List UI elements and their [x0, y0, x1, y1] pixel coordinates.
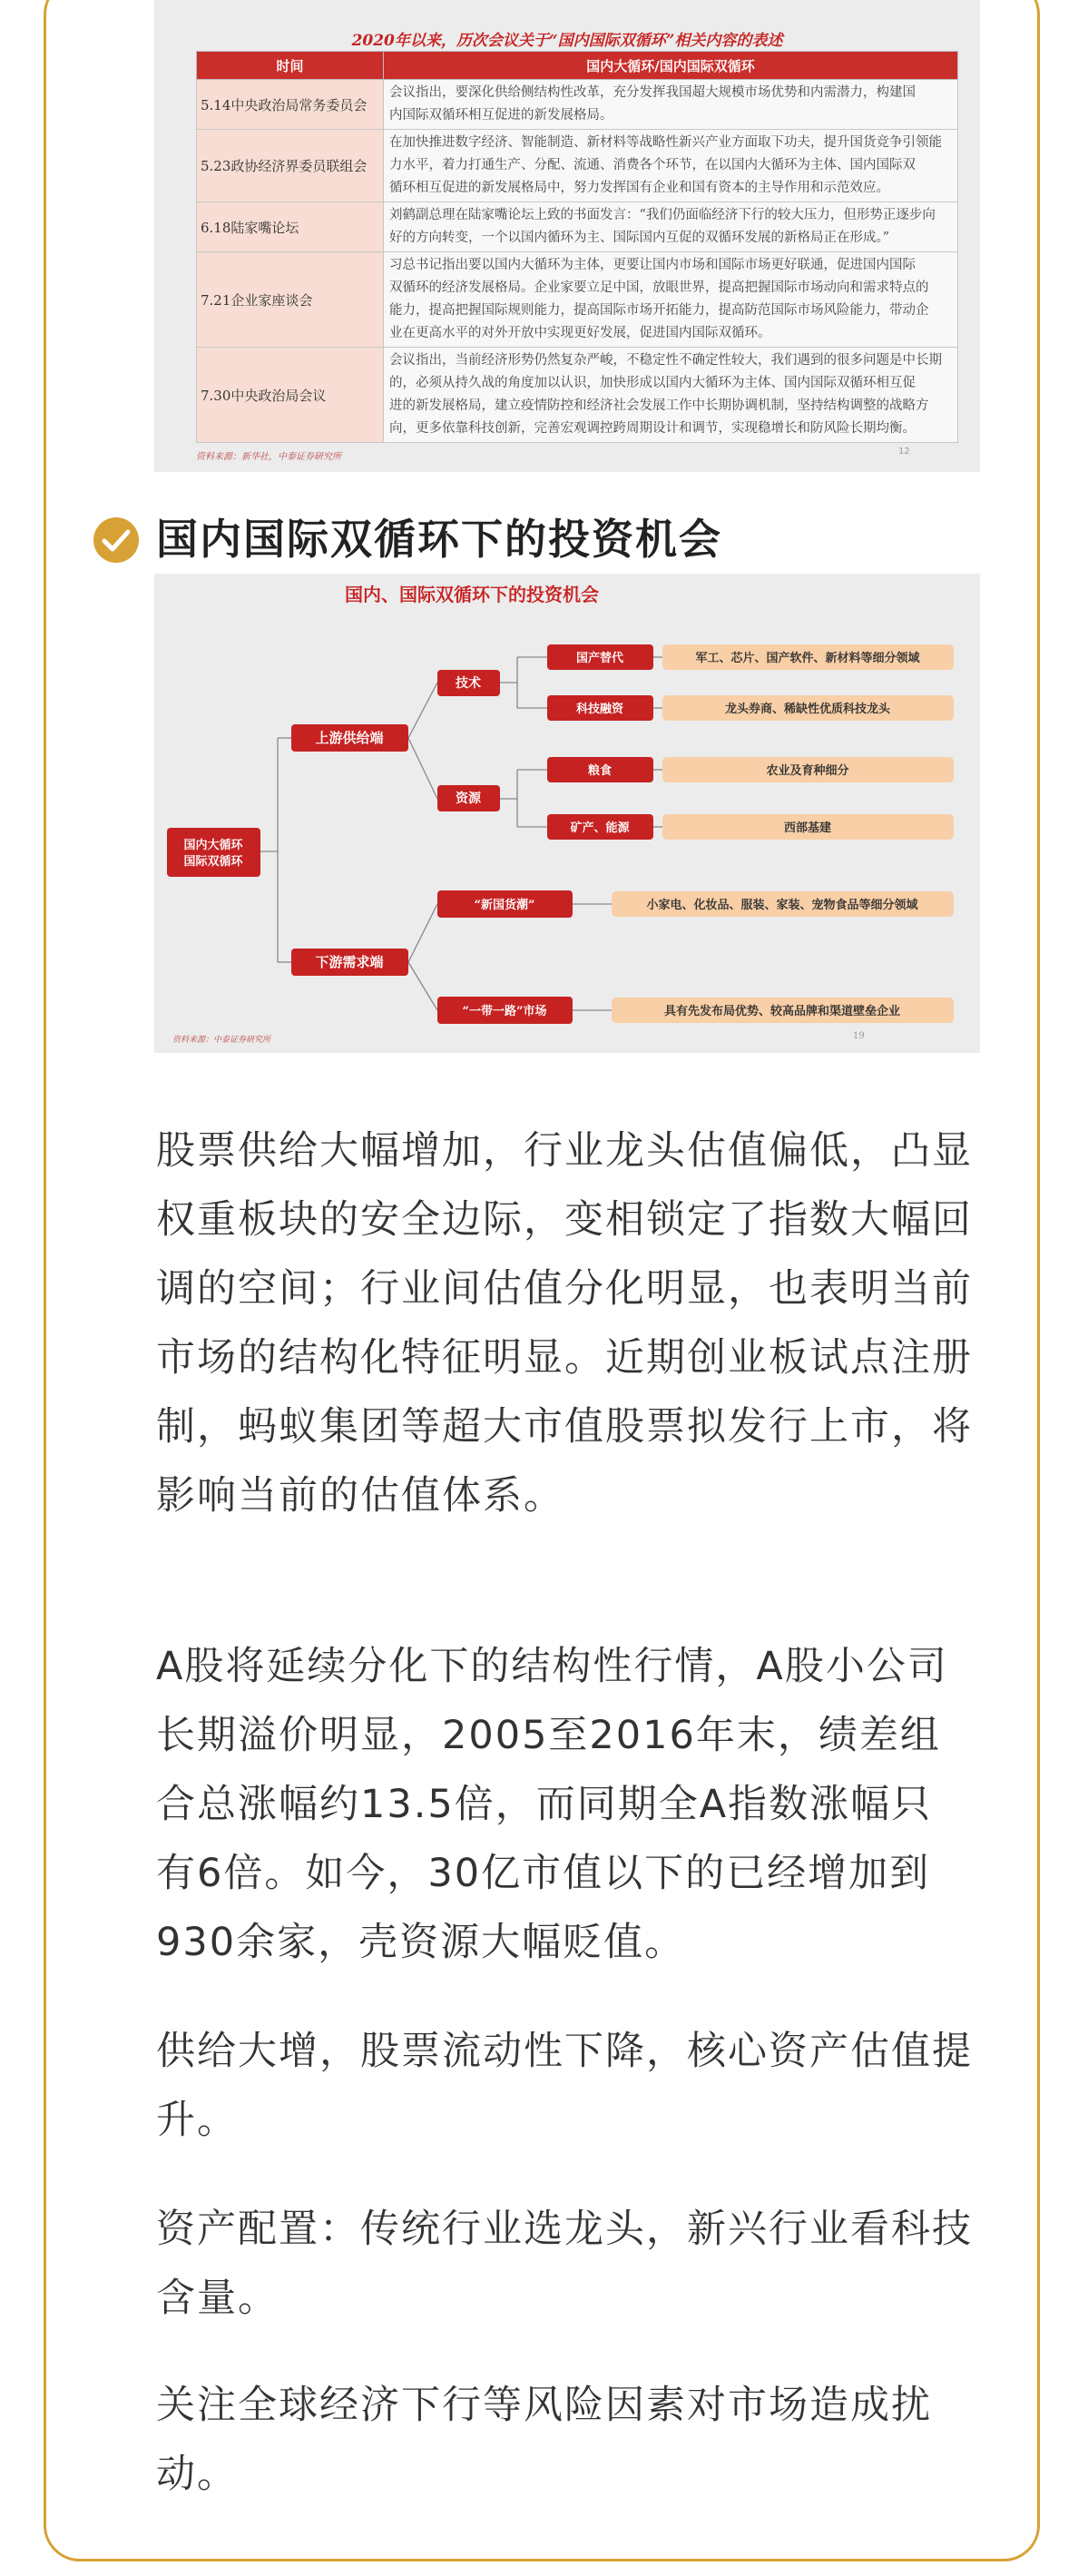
tree-leaf: 小家电、化妆品、服装、家装、宠物食品等细分领域 — [646, 899, 918, 912]
tree-leaf: 农业及育种细分 — [766, 764, 849, 778]
paragraph: 资产配置：传统行业选龙头，新兴行业看科技含量。 — [156, 2207, 973, 2321]
tree-leaf: 具有先发布局优势、较高品牌和渠道壁垒企业 — [663, 1005, 901, 1018]
tree-leaf: 西部基建 — [783, 821, 832, 835]
tree-leaf: 龙头券商、稀缺性优质科技龙头 — [724, 703, 891, 716]
checkmark-circle-icon — [91, 515, 142, 565]
tree-source: 资料来源：中泰证券研究所 — [172, 1036, 271, 1045]
row-time: 5.14中央政治局常务委员会 — [197, 80, 384, 130]
col-header-content: 国内大循环/国内国际双循环 — [384, 52, 958, 80]
tree-root: 国内大循环国际双循环 — [183, 839, 243, 869]
policy-table — [196, 51, 958, 443]
tree-leaf: 军工、芯片、国产软件、新材料等细分领域 — [695, 652, 920, 665]
row-content: 刘鹤副总理在陆家嘴论坛上致的书面发言：“我们仍面临经济下行的较大压力，但形势正逐步向 好的方向转变，一个以国内循环为主、国际国内互促的双循环发展的新格局正在形成。” — [384, 202, 958, 252]
row-content: 习总书记指出要以国内大循环为主体，更要让国内市场和国际市场更好联通，促进国内国际 双循环的经济发展格局。企业家要立足中国，放眼世界，提高把握国际市场动向和需求特点的 能力，提高把握国际规则能力，提高国际市场开拓能力，提高防范国际市场风险能力，带动企 业在更高水平的对外开放中实现更好发展，促进国内国际双循环。 — [384, 252, 958, 348]
paragraph: A股将延续分化下的结构性行情，A股小公司长期溢价明显，2005至2016年末，绩差组合总涨幅约13.5倍，而同期全A指数涨幅只有6倍。如今，30亿市值以下的已经增加到930余家，壳资源大幅贬值。 — [156, 1644, 948, 1965]
section-heading: 国内国际双循环下的投资机会 — [156, 515, 722, 564]
tree-node-mining-energy: 矿产、能源 — [570, 821, 630, 835]
table-row — [197, 80, 958, 130]
row-time: 6.18陆家嘴论坛 — [197, 202, 384, 252]
col-header-time: 时间 — [197, 52, 384, 80]
row-time: 7.30中央政治局会议 — [197, 348, 384, 443]
tree-node-new-national-goods: “新国货潮” — [474, 899, 535, 912]
tree-node-downstream: 下游需求端 — [315, 954, 384, 970]
tree-node-tech-financing: 科技融资 — [575, 703, 624, 716]
table-row — [197, 130, 958, 202]
tree-title: 国内、国际双循环下的投资机会 — [345, 584, 599, 605]
row-content: 会议指出，要深化供给侧结构性改革，充分发挥我国超大规模市场优势和内需潜力，构建国 内国际双循环相互促进的新发展格局。 — [384, 80, 958, 130]
policy-table-image — [154, 0, 980, 472]
investment-tree-image — [154, 574, 980, 1053]
table-caption: 2020年以来，历次会议关于“国内国际双循环”相关内容的表述 — [351, 32, 783, 50]
table-source: 资料来源：新华社，中泰证券研究所 — [196, 452, 341, 462]
table-page-number: 12 — [898, 447, 910, 457]
row-content: 在加快推进数字经济、智能制造、新材料等战略性新兴产业方面取下功夫，提升国货竞争引领能 力水平，着力打通生产、分配、流通、消费各个环节，在以国内大循环为主体、国内国际双 循环相互促进的新发展格局中，努力发挥国有企业和国有资本的主导作用和示范效应。 — [384, 130, 958, 202]
table-row — [197, 202, 958, 252]
table-row — [197, 348, 958, 443]
tree-node-belt-road: “一带一路”市场 — [462, 1005, 547, 1018]
paragraph: 股票供给大幅增加，行业龙头估值偏低，凸显权重板块的安全边际，变相锁定了指数大幅回调的空间；行业间估值分化明显，也表明当前市场的结构化特征明显。近期创业板试点注册制，蚂蚁集团等超大市值股票拟发行上市，将影响当前的估值体系。 — [156, 1128, 973, 1519]
tree-node-import-substitution: 国产替代 — [575, 652, 624, 665]
tree-node-tech: 技术 — [456, 676, 481, 691]
row-time: 5.23政协经济界委员联组会 — [197, 130, 384, 202]
paragraph: 关注全球经济下行等风险因素对市场造成扰动。 — [156, 2383, 932, 2497]
row-time: 7.21企业家座谈会 — [197, 252, 384, 348]
tree-node-grain: 粮食 — [587, 764, 613, 778]
row-content: 会议指出，当前经济形势仍然复杂严峻，不稳定性不确定性较大，我们遇到的很多问题是中长期 的，必须从持久战的角度加以认识，加快形成以国内大循环为主体、国内国际双循环相互促 进的新发展格局，建立疫情防控和经济社会发展工作中长期协调机制，坚持结构调整的战略方 向，更多依靠科技创新，完善宏观调控跨周期设计和调节，实现稳增长和防风险长期均衡。 — [384, 348, 958, 443]
tree-node-resources: 资源 — [456, 791, 481, 806]
tree-node-upstream: 上游供给端 — [315, 730, 384, 746]
paragraph: 供给大增，股票流动性下降，核心资产估值提升。 — [156, 2029, 973, 2143]
tree-page-number: 19 — [853, 1031, 865, 1041]
table-row — [197, 252, 958, 348]
